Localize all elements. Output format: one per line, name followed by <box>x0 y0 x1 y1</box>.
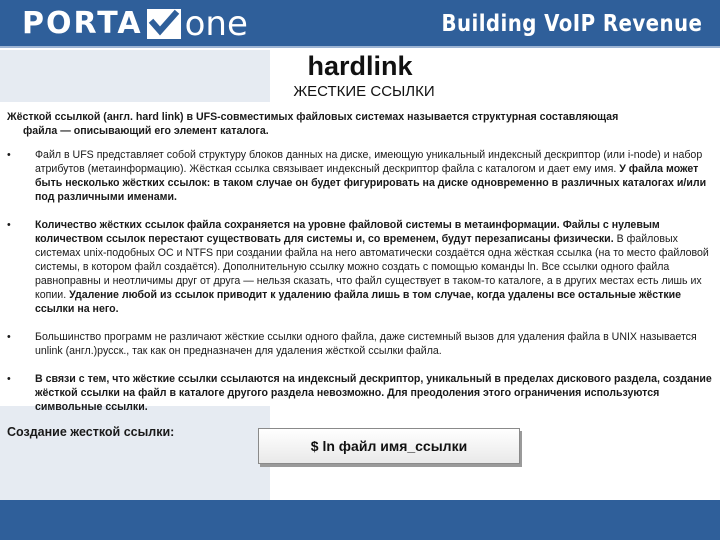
bullet2-bold-text: Количество жёстких ссылок файла сохраняется на уровне файловой системы в метаинформации. Файлы с нулевым количеством ссылок перестают существовать для системы и, со временем, будут перезаписаны физически. <box>35 219 660 245</box>
portaone-logo <box>22 4 248 44</box>
command-text: $ ln файл имя_ссылки <box>310 438 468 454</box>
slide-body <box>7 110 713 428</box>
logo-text-one: one <box>184 4 248 44</box>
intro-line-1: Жёсткой ссылкой (англ. hard link) в UFS-совместимых файловых системах называется структурная составляющая <box>7 111 619 123</box>
list-item <box>7 218 713 316</box>
list-item <box>7 148 713 204</box>
bullet3-text: Большинство программ не различают жёсткие ссылки одного файла, даже системный вызов для удаления файла в UNIX называется unlink (англ.)русск., так как он предназначен для удаления жёсткой ссылки файла. <box>35 331 697 357</box>
list-item <box>7 372 713 414</box>
bullet-marker: • <box>7 373 11 385</box>
bullet-marker: • <box>7 219 11 231</box>
intro-paragraph <box>7 110 713 138</box>
slide-title: hardlink <box>307 51 413 81</box>
bullet-list <box>7 148 713 414</box>
create-link-label: Создание жесткой ссылки: <box>7 425 175 439</box>
intro-line-2: файла — описывающий его элемент каталога. <box>23 125 269 137</box>
slide-subtitle: ЖЕСТКИЕ ССЫЛКИ <box>293 83 435 100</box>
bullet2-text: В файловых системах unix-подобных ОС и NTFS при создании файла на него автоматически создаётся одна жёсткая ссылка (на то место файловой системы, в котором файл создаётся). Дополнительную ссылку можно создать с помощью команды ln. Все ссылки одного файла равноправны и неотличимы друг от друга — нельзя сказать, что файл существует в таком-то каталоге, а в других местах есть лишь их копии. <box>35 233 709 301</box>
header-tagline: Building VoIP Revenue <box>441 11 702 37</box>
bullet4-text: В связи с тем, что жёсткие ссылки ссылаются на индексный дескриптор, уникальный в пределах дискового раздела, создание жёсткой ссылки на файл в каталоге другого раздела невозможно. Для преодоления этого ограничения используются символьные ссылки. <box>35 373 712 413</box>
bullet2-bold-text-end: Удаление любой из ссылок приводит к удалению файла лишь в том случае, когда удалены все остальные жёсткие ссылки на него. <box>35 289 682 315</box>
bullet1-text: Файл в UFS представляет собой структуру блоков данных на диске, имеющую уникальный индексный дескриптор (или i-node) и набор атрибутов (метаинформацию). Жёсткая ссылка связывает индексный дескриптор файла с каталогом и дает ему имя. <box>35 149 703 175</box>
logo-check-icon <box>147 9 181 39</box>
logo-text-porta: PORTA <box>22 6 143 41</box>
bullet1-bold-text: У файла может быть несколько жёстких ссылок: в таком случае он будет фигурировать на диске одновременно в различных каталогах и/или под различными именами. <box>35 163 707 203</box>
bullet-marker: • <box>7 331 11 343</box>
header-banner <box>0 0 720 48</box>
command-box <box>258 428 520 464</box>
list-item <box>7 330 713 358</box>
footer-band <box>0 500 720 540</box>
bullet-marker: • <box>7 149 11 161</box>
